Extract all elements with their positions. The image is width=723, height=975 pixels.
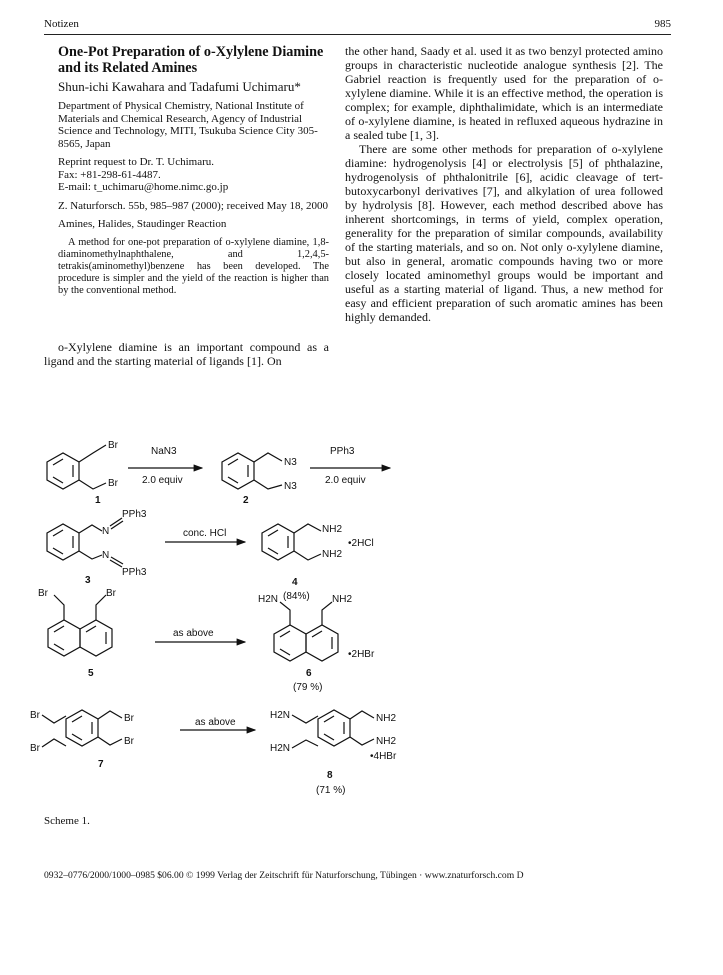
reprint-line: Reprint request to Dr. T. Uchimaru. [58,156,215,168]
scheme-caption: Scheme 1. [44,815,90,827]
nh2-label: NH2 [322,524,343,535]
structure-7 [42,710,122,747]
compound-label-5: 5 [88,668,94,679]
journal-section: Notizen [44,18,79,30]
reagent-hcl: conc. HCl [183,528,227,539]
keywords: Amines, Halides, Staudinger Reaction [58,218,227,230]
br-label: Br [124,713,134,724]
structure-5 [48,595,112,656]
citation: Z. Naturforsch. 55b, 985–987 (2000); received May 18, 2000 [58,199,329,212]
email-line: E-mail: t_uchimaru@home.nimc.go.jp [58,181,229,193]
left-column [44,44,329,297]
header-rule [44,34,671,35]
br-label: Br [30,743,40,754]
salt-4hbr: •4HBr [370,751,397,762]
paragraph-2: There are some other methods for preparation of o-xylylene diamine: hydrogenolysis [4] or electrolysis [5] of phthalazine, hydrogenolysis of phthalonitrile [6], acidic cleavage of tert-butoxycarbonyl derivatives [7], and alkylation of urea followed by hydrolysis [8]. However, each method described above has inherent shortcomings, in terms of yield, complex operation, generality for the preparation of similar compounds, availability of the starting materials, and so on. Not only o-xylylene diamine, but also in general, aromatic compounds having two or more closely located aminomethyl groups would be important and useful as a starting material of ligand. Thus, a new method for easy and efficient preparation of such aromatic amines has been highly demanded. [345,142,663,324]
reagent-pph3: PPh3 [330,446,355,457]
br-label: Br [30,710,40,721]
br-label: Br [124,736,134,747]
structure-2 [222,453,282,489]
pph3-label: PPh3 [122,567,147,578]
br-label: Br [108,440,118,451]
compound-label-1: 1 [95,495,101,506]
article-title: One-Pot Preparation of o-Xylylene Diamine and its Related Amines [58,44,324,76]
n-label: N [102,526,110,537]
abstract: A method for one-pot preparation of o-xylylene diamine, 1,8-diaminomethylnaphthalene, and 1,2,4,5-tetrakis(aminomethyl)benzene has been developed. The procedure is simpler and the yield of the reaction is higher than by the conventional method. [58,236,329,296]
structure-3 [47,518,123,567]
compound-label-8: 8 [327,770,333,781]
contact-info [44,156,329,194]
pph3-label: PPh3 [122,509,147,520]
h2n-label: H2N [270,710,291,721]
salt-2hcl: •2HCl [348,538,374,549]
as-above-label: as above [173,628,214,639]
nh2-label: NH2 [322,549,343,560]
yield-8: (71 %) [316,785,346,796]
fax-line: Fax: +81-298-61-4487. [58,168,161,181]
h2n-label: H2N [270,743,291,754]
affiliation: Department of Physical Chemistry, National Institute of Materials and Chemical Research, Agency of Industrial Science and Technology, MITI, Tsukuba Science City 305-8565, Japan [58,100,318,150]
n3-label: N3 [284,457,297,468]
compound-label-3: 3 [85,575,91,586]
compound-label-2: 2 [243,495,249,506]
salt-2hbr: •2HBr [348,649,375,660]
paragraph-1: the other hand, Saady et al. used it as two benzyl protected amino groups in characteristic nucleotide analogue synthesis [2]. The Gabriel reaction is frequently used for the preparation of o-xylylene diamine. While it is an effective method, the operation is complex; for example, diphthalimidate, which is an intermediate of o-xylylene diamine, is heated in refluxed aqueous hydrazine in a sealed tube [1, 3]. [345,44,663,142]
reaction-scheme [30,405,410,815]
br-label: Br [108,478,118,489]
intro-paragraph: o-Xylylene diamine is an important compound as a ligand and the starting material of ligands [1]. On [44,340,329,368]
reagent-nan3: NaN3 [151,446,177,457]
n3-label: N3 [284,481,297,492]
structure-6 [274,602,338,661]
right-column [345,44,663,324]
nh2-label: NH2 [376,736,397,747]
br-label: Br [106,588,116,599]
br-label: Br [38,588,48,599]
compound-label-4: 4 [292,577,298,588]
compound-label-7: 7 [98,759,104,770]
condition-1: 2.0 equiv [142,475,183,486]
yield-4: (84%) [283,591,310,602]
page-number: 985 [654,18,671,30]
structure-1 [47,445,106,489]
footer-copyright: 0932–0776/2000/1000–0985 $06.00 © 1999 Verlag der Zeitschrift für Naturforschung, Tübingen · www.znaturforsch.com D [44,870,524,881]
compound-label-6: 6 [306,668,312,679]
nh2-label: NH2 [376,713,397,724]
article-authors: Shun-ichi Kawahara and Tadafumi Uchimaru* [58,79,301,94]
yield-6: (79 %) [293,682,323,693]
as-above-label: as above [195,717,236,728]
nh2-label: NH2 [332,594,353,605]
h2n-label: H2N [258,594,279,605]
n-label: N [102,550,110,561]
structure-4 [262,524,321,560]
condition-2: 2.0 equiv [325,475,366,486]
structure-8 [292,710,374,748]
